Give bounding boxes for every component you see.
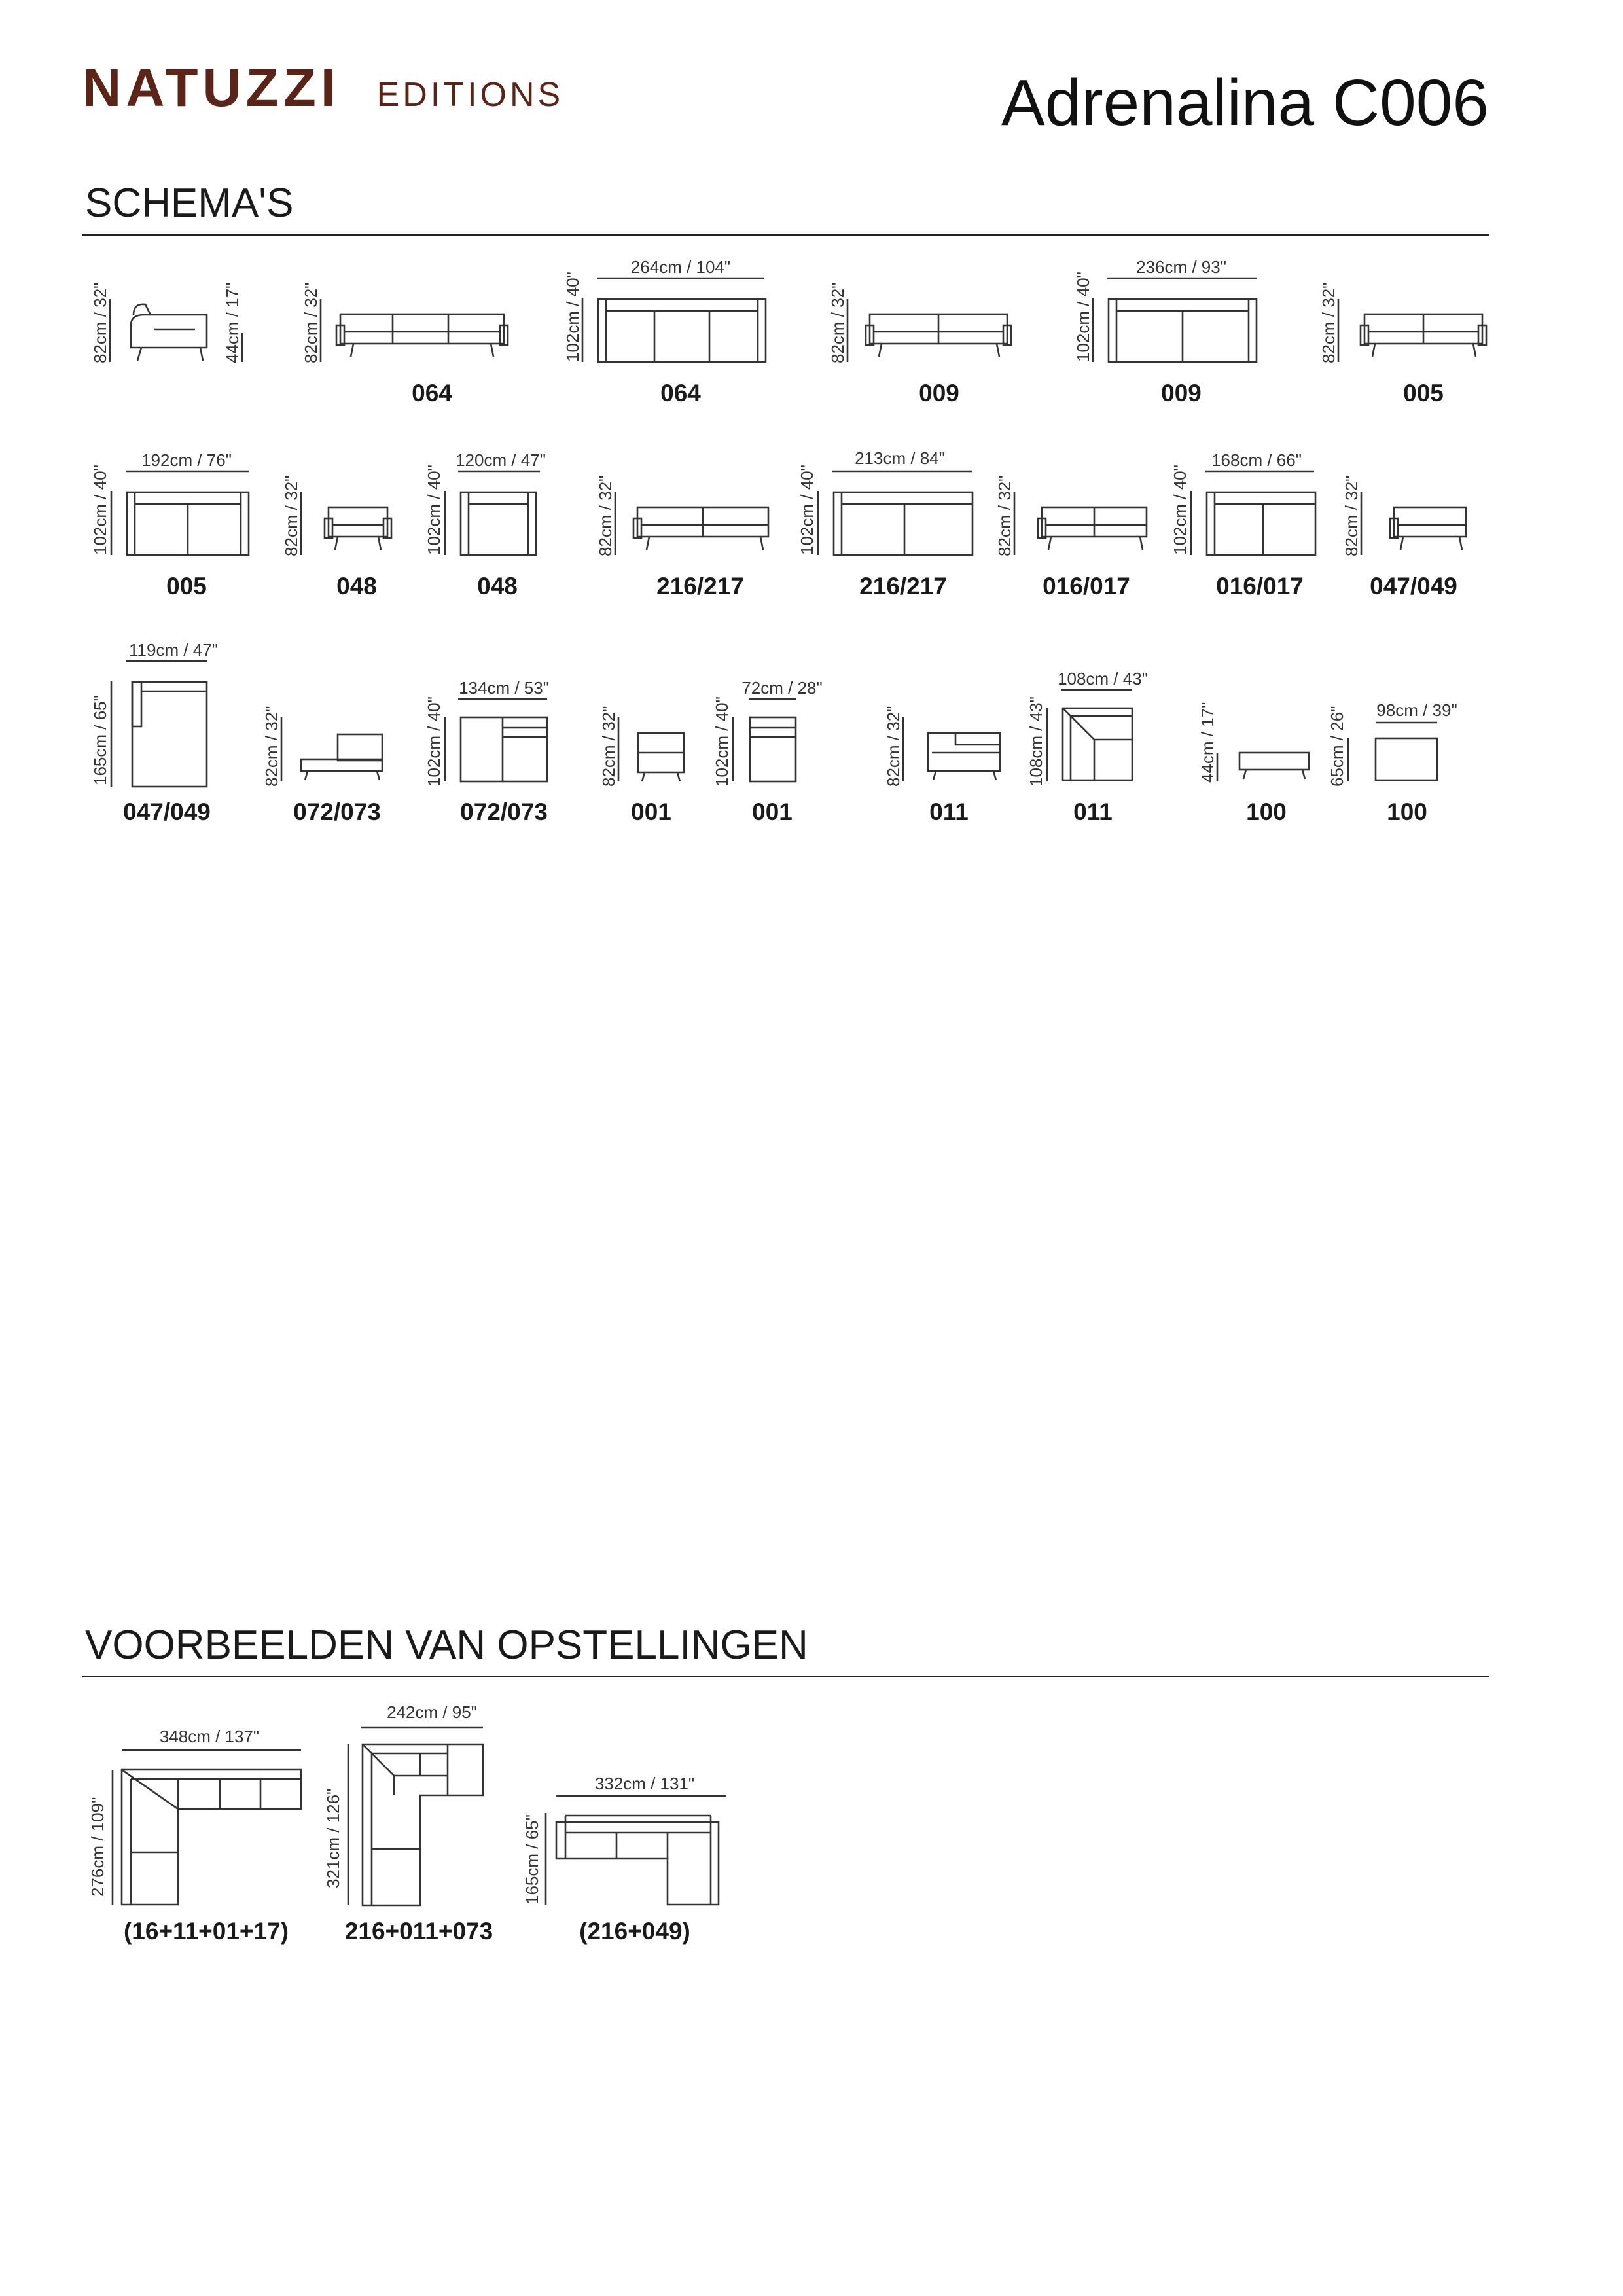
item-code: 047/049 xyxy=(1370,573,1457,600)
item-code: 001 xyxy=(752,798,793,825)
example-code: (16+11+01+17) xyxy=(123,1918,289,1945)
item-code: 064 xyxy=(660,380,701,406)
schema-item-072-top xyxy=(419,635,589,831)
schema-item-064-top xyxy=(556,252,792,416)
dim-height: 82cm / 32" xyxy=(262,706,281,787)
schema-item-047-front xyxy=(1335,445,1492,609)
brand-logo xyxy=(82,58,563,119)
dim-width: 119cm / 47" xyxy=(129,640,218,660)
dim-depth: 165cm / 65" xyxy=(90,695,110,785)
item-code: 005 xyxy=(166,573,207,600)
dim-height: 82cm / 32" xyxy=(828,282,847,363)
schema-item-016-top xyxy=(1165,445,1335,609)
schema-item-048-front xyxy=(275,445,412,609)
brand-sub: EDITIONS xyxy=(376,76,564,114)
schema-item-011-top xyxy=(1021,635,1185,831)
item-code: 072/073 xyxy=(293,798,381,825)
dim-depth: 102cm / 40" xyxy=(712,696,732,787)
dim-depth: 276cm / 109" xyxy=(88,1797,107,1897)
dim-width: 98cm / 39" xyxy=(1376,700,1457,720)
dim-depth: 102cm / 40" xyxy=(424,465,444,555)
dim-height: 82cm / 32" xyxy=(883,706,903,787)
section-rule-schemas xyxy=(82,234,1489,236)
dim-width: 168cm / 66" xyxy=(1211,450,1302,470)
dim-depth: 102cm / 40" xyxy=(90,465,110,555)
item-code: 016/017 xyxy=(1216,573,1304,600)
dim-width: 236cm / 93" xyxy=(1136,257,1226,277)
schema-item-011-front xyxy=(877,635,1027,831)
item-code: 064 xyxy=(412,380,452,406)
example-code: 216+011+073 xyxy=(344,1918,493,1945)
dim-depth: 102cm / 40" xyxy=(1170,465,1190,555)
schema-item-064-front xyxy=(294,252,517,416)
schema-item-072-front xyxy=(255,635,419,831)
dim-seat-height: 44cm / 17" xyxy=(223,282,242,363)
dim-depth: 65cm / 26" xyxy=(1327,706,1347,787)
dim-width: 120cm / 47" xyxy=(455,450,546,470)
item-code: 005 xyxy=(1403,380,1444,406)
dim-height: 82cm / 32" xyxy=(599,706,618,787)
item-code: 216/217 xyxy=(656,573,744,600)
schema-item-216-front xyxy=(589,445,785,609)
dim-height: 82cm / 32" xyxy=(90,282,110,363)
item-code: 011 xyxy=(929,798,969,825)
schema-item-side xyxy=(85,252,255,416)
dim-width: 108cm / 43" xyxy=(1058,669,1148,689)
item-code: 048 xyxy=(336,573,377,600)
schema-item-001-front xyxy=(592,635,704,831)
schema-item-016-front xyxy=(988,445,1158,609)
dim-width: 348cm / 137" xyxy=(159,1727,260,1746)
dim-width: 192cm / 76" xyxy=(141,450,232,470)
schema-item-100-top xyxy=(1322,635,1492,831)
example-layout-3 xyxy=(517,1767,740,1957)
item-code: 047/049 xyxy=(123,798,211,825)
schema-item-048-top xyxy=(419,445,576,609)
item-code: 001 xyxy=(631,798,671,825)
schema-item-005-top xyxy=(85,445,275,609)
section-rule-examples xyxy=(82,1676,1489,1677)
item-code: 009 xyxy=(1161,380,1202,406)
dim-width: 213cm / 84" xyxy=(855,448,945,468)
item-code: 100 xyxy=(1246,798,1287,825)
schema-item-047-top xyxy=(85,635,255,831)
item-code: 009 xyxy=(919,380,959,406)
item-code: 216/217 xyxy=(859,573,947,600)
document-title: Adrenalina C006 xyxy=(1001,66,1489,139)
example-layout-1 xyxy=(85,1721,321,1957)
item-code: 016/017 xyxy=(1043,573,1130,600)
side-view-drawing xyxy=(85,252,255,416)
dim-depth: 321cm / 126" xyxy=(323,1788,343,1888)
dim-width: 264cm / 104" xyxy=(630,257,731,277)
dim-width: 332cm / 131" xyxy=(594,1774,695,1793)
dim-depth: 165cm / 65" xyxy=(522,1814,542,1905)
schema-item-216-top xyxy=(792,445,988,609)
item-code: 048 xyxy=(477,573,518,600)
example-code: (216+049) xyxy=(579,1918,690,1945)
dim-width: 72cm / 28" xyxy=(741,678,823,698)
schema-item-009-top xyxy=(1067,252,1283,416)
brand-name: NATUZZI xyxy=(82,58,340,118)
dim-height: 82cm / 32" xyxy=(301,282,321,363)
dim-depth: 102cm / 40" xyxy=(797,465,817,555)
item-code: 011 xyxy=(1073,798,1113,825)
section-title-examples: VOORBEELDEN VAN OPSTELLINGEN xyxy=(85,1623,808,1668)
schema-item-100-front xyxy=(1191,635,1335,831)
dim-width: 242cm / 95" xyxy=(387,1702,477,1722)
dim-depth: 102cm / 40" xyxy=(563,272,582,362)
schema-item-009-front xyxy=(821,252,1031,416)
dim-height: 82cm / 32" xyxy=(281,475,301,556)
schema-item-001-top xyxy=(707,635,857,831)
dim-height: 82cm / 32" xyxy=(1319,282,1338,363)
dim-height: 44cm / 17" xyxy=(1198,702,1217,783)
dim-height: 82cm / 32" xyxy=(995,475,1014,556)
dim-width: 134cm / 53" xyxy=(459,678,549,698)
item-code: 072/073 xyxy=(460,798,548,825)
item-code: 100 xyxy=(1387,798,1427,825)
dim-height: 82cm / 32" xyxy=(1342,475,1361,556)
dim-depth: 108cm / 43" xyxy=(1026,696,1046,787)
dim-height: 82cm / 32" xyxy=(596,475,615,556)
schema-item-005-front xyxy=(1312,252,1495,416)
dim-depth: 102cm / 40" xyxy=(1073,272,1093,362)
section-title-schemas: SCHEMA'S xyxy=(85,181,294,226)
dim-depth: 102cm / 40" xyxy=(424,696,444,787)
example-layout-2 xyxy=(321,1698,530,1957)
